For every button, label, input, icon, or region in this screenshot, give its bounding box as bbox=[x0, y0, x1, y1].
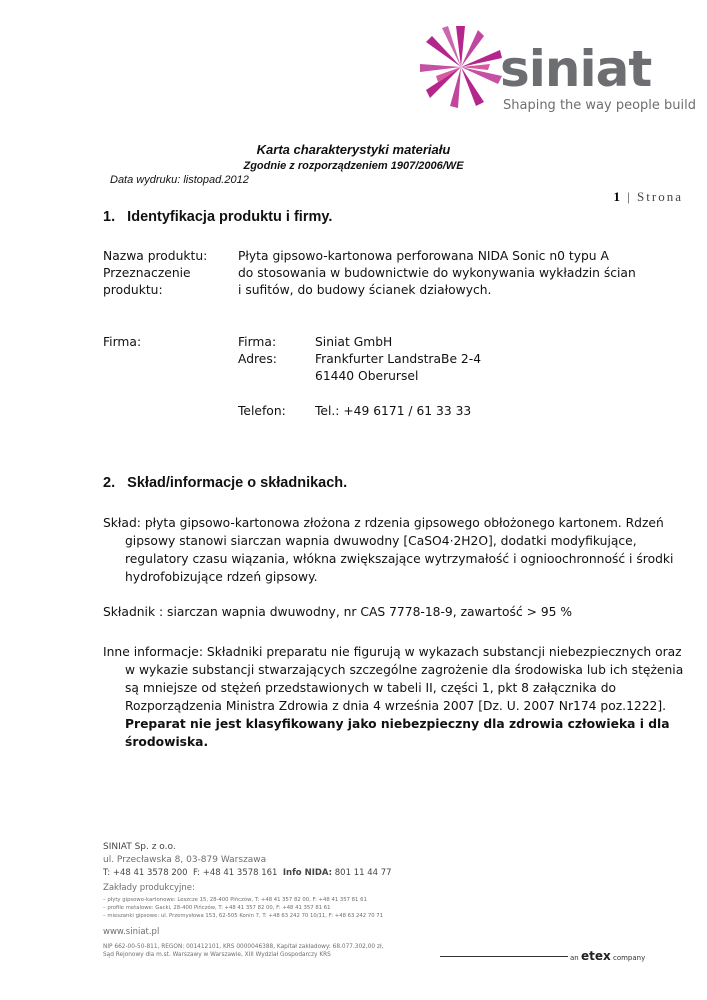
footer-address: ul. Przecławska 8, 03-879 Warszawa bbox=[103, 855, 267, 865]
footer-contact bbox=[103, 868, 392, 878]
page-word: | Strona bbox=[621, 189, 683, 204]
plant-line-3: – mieszanki gipsowe: ul. Przemysłowa 153, 62-505 Konin 7, T: +48 63 242 70 10/11, F: +48 63 242 70 71 bbox=[103, 913, 384, 919]
other-info-text: Inne informacje: Składniki preparatu nie figurują w wykazach substancji niebezpiecznych oraz w wykazie substancji stwarzających szczególne zagrożenie dla środowiska lub ich stężenia są mniejsze od stężeń przedstawionych w tabeli II, części 1, pkt 8 załącznika do Rozporządzenia Ministra Zdrowia z dnia 4 września 2007 [Dz. U. 2007 Nr174 poz.1222]. bbox=[103, 645, 684, 713]
composition-paragraph: Skład: płyta gipsowo-kartonowa złożona z rdzenia gipsowego obłożonego kartonem. Rdzeń gipsowy stanowi siarczan wapnia dwuwodny [CaSO4·2H2O], dodatki modyfikujące, regulatory czasu wiązania, włókna zwiększające wytrzymałość i ognioochronność i środki hydrofobizujące rdzeń gipsowy. bbox=[103, 516, 674, 584]
section-1-heading: 1. Identyfikacja produktu i firmy. bbox=[103, 209, 333, 225]
plant-line-2: – profile metalowe: Gacki, 28-400 Pińczów, T: +48 41 357 82 00, F: +48 41 357 81 61 bbox=[103, 905, 331, 911]
phone-label: Telefon: bbox=[238, 404, 286, 418]
product-purpose-line-2: i sufitów, do budowy ścianek działowych. bbox=[238, 283, 492, 297]
purpose-label-cont: produktu: bbox=[103, 283, 163, 297]
legal-line-2: Sąd Rejonowy dla m.st. Warszawy w Warszawie, XIII Wydział Gospodarczy KRS bbox=[103, 952, 331, 958]
product-name-label: Nazwa produktu: bbox=[103, 249, 208, 263]
nida-label: Info NIDA: bbox=[282, 868, 333, 878]
product-name-value: Płyta gipsowo-kartonowa perforowana NIDA Sonic n0 typu A bbox=[238, 249, 609, 263]
page-number bbox=[613, 189, 683, 205]
classification-statement: Preparat nie jest klasyfikowany jako niebezpieczny dla zdrowia człowieka i dla środowiska. bbox=[125, 717, 670, 749]
etex-logo: etex bbox=[580, 949, 611, 963]
firm-name: Siniat GmbH bbox=[315, 335, 393, 349]
phone-number: Tel.: +49 6171 / 61 33 33 bbox=[315, 404, 472, 418]
document-title: Karta charakterystyki materiału bbox=[256, 142, 451, 157]
footer-company: SINIAT Sp. z o.o. bbox=[103, 842, 176, 852]
print-date: Data wydruku: listopad.2012 bbox=[110, 174, 249, 186]
siniat-wordmark: siniat bbox=[500, 40, 652, 98]
plant-line-1: – płyty gipsowo-kartonowe: Leszcze 15, 28-400 Pińczów, T: +48 41 357 82 00, F: +48 41 357 81 61 bbox=[103, 897, 367, 903]
purpose-label: Przeznaczenie bbox=[103, 266, 191, 280]
firm-inner-label: Firma: bbox=[238, 335, 277, 349]
nida-number: 801 11 44 77 bbox=[334, 868, 392, 878]
etex-divider bbox=[440, 956, 568, 957]
address-line-2: 61440 Oberursel bbox=[315, 369, 419, 383]
address-line-1: Frankfurter LandstraBe 2-4 bbox=[315, 352, 482, 366]
plants-title: Zakłady produkcyjne: bbox=[103, 883, 195, 893]
firm-label: Firma: bbox=[103, 335, 142, 349]
address-label: Adres: bbox=[238, 352, 277, 366]
fax-number: +48 41 3578 161 bbox=[202, 868, 278, 878]
footer-website[interactable]: www.siniat.pl bbox=[103, 927, 160, 937]
etex-prefix: an bbox=[570, 954, 579, 962]
fax-prefix: F: bbox=[192, 868, 201, 878]
etex-company-mark bbox=[570, 949, 645, 963]
section-2-heading: 2. Skład/informacje o składnikach. bbox=[103, 475, 348, 491]
other-info-paragraph bbox=[103, 643, 685, 751]
product-purpose-line-1: do stosowania w budownictwie do wykonywania wykładzin ścian bbox=[238, 266, 636, 280]
component-line: Składnik : siarczan wapnia dwuwodny, nr CAS 7778-18-9, zawartość > 95 % bbox=[103, 605, 573, 619]
page-number-value: 1 bbox=[613, 189, 622, 204]
legal-line-1: NIP 662-00-50-811, REGON: 001412101, KRS 0000046388, Kapitał zakładowy: 68.077.302,00 zł, bbox=[103, 944, 384, 950]
siniat-logo-icon bbox=[418, 24, 504, 110]
etex-suffix: company bbox=[612, 954, 646, 962]
tel-number: +48 41 3578 200 bbox=[112, 868, 188, 878]
logo-tagline: Shaping the way people build bbox=[503, 98, 697, 113]
document-subtitle: Zgodnie z rozporządzeniem 1907/2006/WE bbox=[243, 160, 464, 172]
tel-prefix: T: bbox=[103, 868, 111, 878]
